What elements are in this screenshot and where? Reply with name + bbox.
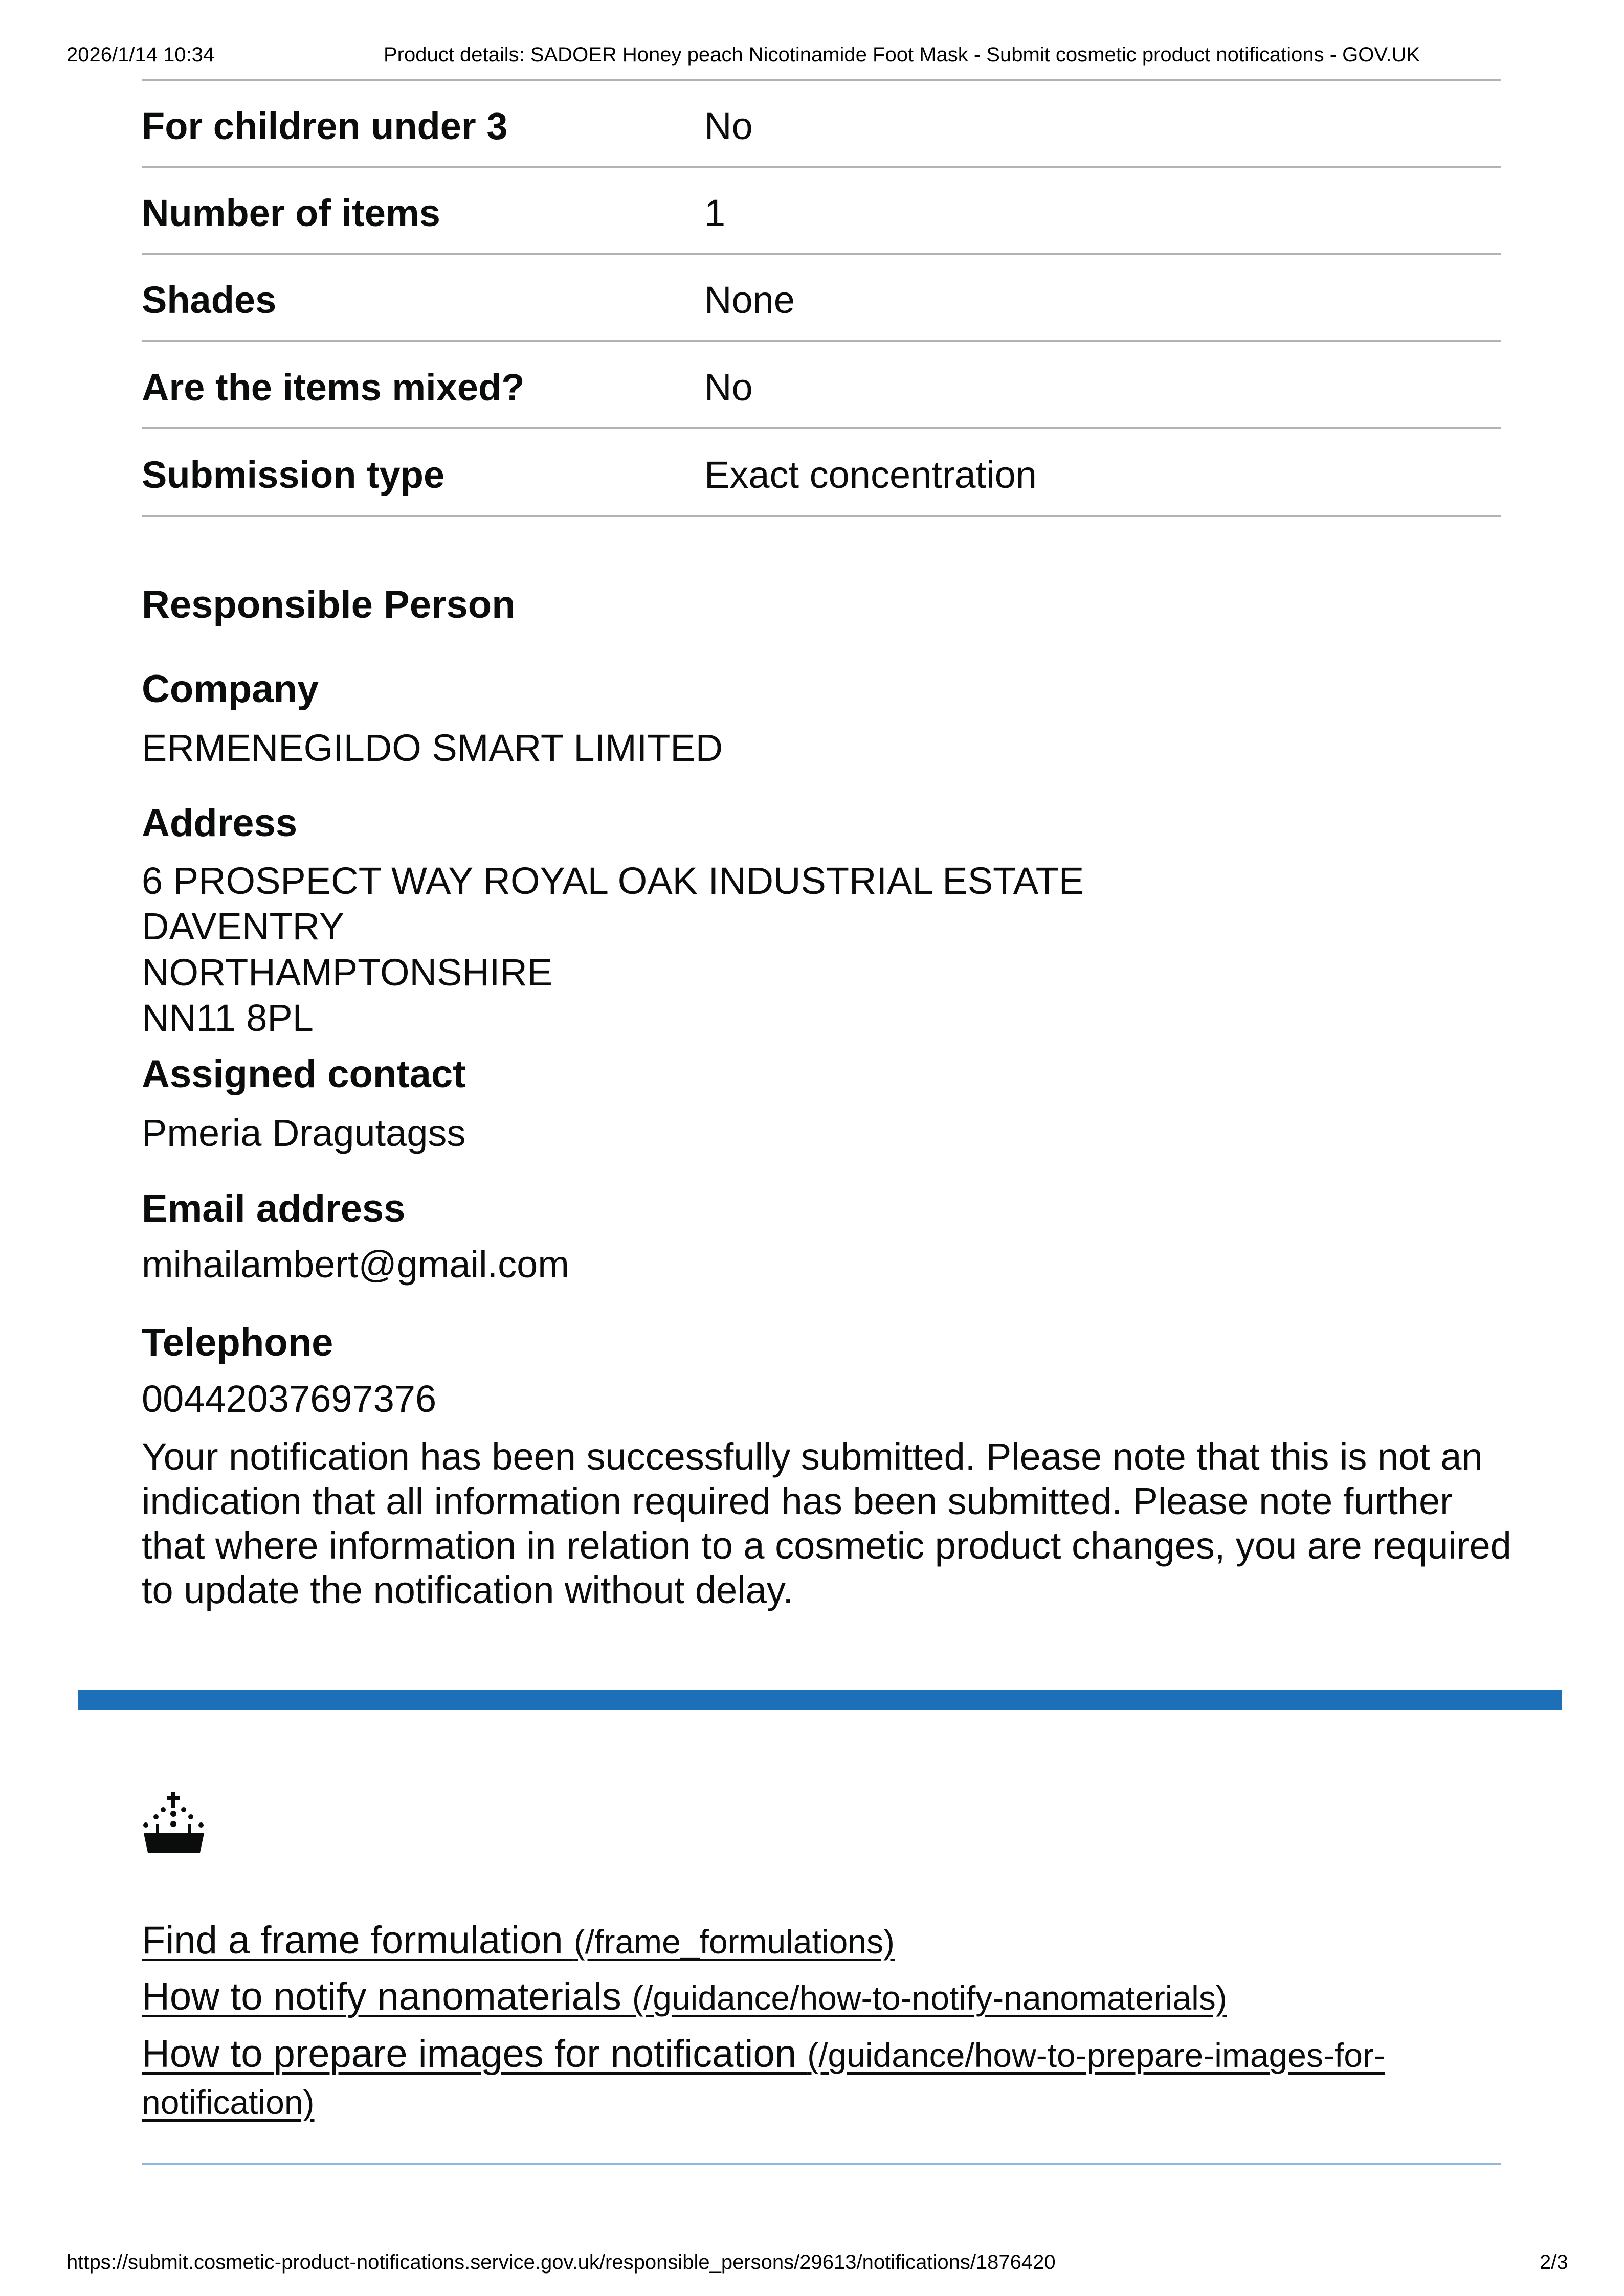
telephone-value: 00442037697376: [142, 1378, 437, 1420]
divider: [142, 515, 1501, 517]
divider: [142, 253, 1501, 255]
divider: [142, 427, 1501, 429]
email-label: Email address: [142, 1187, 406, 1230]
link-label: Find a frame formulation: [142, 1919, 563, 1962]
address-line: NORTHAMPTONSHIRE: [142, 951, 553, 994]
print-url: https://submit.cosmetic-product-notifications.service.gov.uk/responsible_persons/29613/notifications/1876420: [66, 2251, 1056, 2274]
divider: [142, 166, 1501, 168]
contact-label: Assigned contact: [142, 1052, 466, 1096]
row-value: None: [704, 279, 795, 321]
row-label: For children under 3: [142, 105, 508, 147]
contact-value: Pmeria Dragutagss: [142, 1112, 466, 1154]
address-line: DAVENTRY: [142, 905, 345, 948]
divider: [142, 340, 1501, 342]
link-label: How to notify nanomaterials: [142, 1975, 621, 2018]
row-label: Shades: [142, 279, 277, 321]
row-label: Are the items mixed?: [142, 366, 525, 409]
telephone-label: Telephone: [142, 1321, 333, 1364]
link-frame-formulation[interactable]: [142, 1918, 895, 1965]
link-label: How to prepare images for notification: [142, 2032, 796, 2076]
row-value: No: [704, 105, 753, 147]
email-value: mihailambert@gmail.com: [142, 1243, 569, 1286]
address-line: NN11 8PL: [142, 997, 314, 1039]
row-value: No: [704, 366, 753, 409]
link-notify-nanomaterials[interactable]: [142, 1974, 1227, 2021]
print-datetime: 2026/1/14 10:34: [66, 43, 215, 66]
link-url: (/guidance/how-to-prepare-images-for-notification): [142, 2036, 1385, 2121]
row-label: Number of items: [142, 192, 440, 234]
footer-accent-bar: [78, 1690, 1562, 1710]
company-label: Company: [142, 667, 319, 711]
link-url: (/frame_formulations): [573, 1923, 895, 1961]
print-title: Product details: SADOER Honey peach Nicotinamide Foot Mask - Submit cosmetic product notifications - GOV.UK: [384, 43, 1420, 66]
footer-divider: [142, 2163, 1501, 2165]
section-heading: Responsible Person: [142, 583, 516, 626]
divider: [142, 79, 1501, 81]
page-number: 2/3: [1540, 2251, 1568, 2274]
row-label: Submission type: [142, 454, 445, 496]
address-line: 6 PROSPECT WAY ROYAL OAK INDUSTRIAL ESTATE: [142, 860, 1084, 902]
row-value: Exact concentration: [704, 454, 1037, 496]
crown-icon: [141, 1792, 207, 1854]
link-url: (/guidance/how-to-notify-nanomaterials): [632, 1979, 1227, 2017]
submission-notice: Your notification has been successfully submitted. Please note that this is not an indication that all information required has been submitted. Please note further that where information in relation to a cosmetic product changes, you are required to update the notification without delay.: [142, 1435, 1511, 1611]
company-value: ERMENEGILDO SMART LIMITED: [142, 727, 723, 769]
row-value: 1: [704, 192, 726, 234]
address-label: Address: [142, 801, 298, 845]
link-prepare-images[interactable]: [142, 2031, 1451, 2125]
